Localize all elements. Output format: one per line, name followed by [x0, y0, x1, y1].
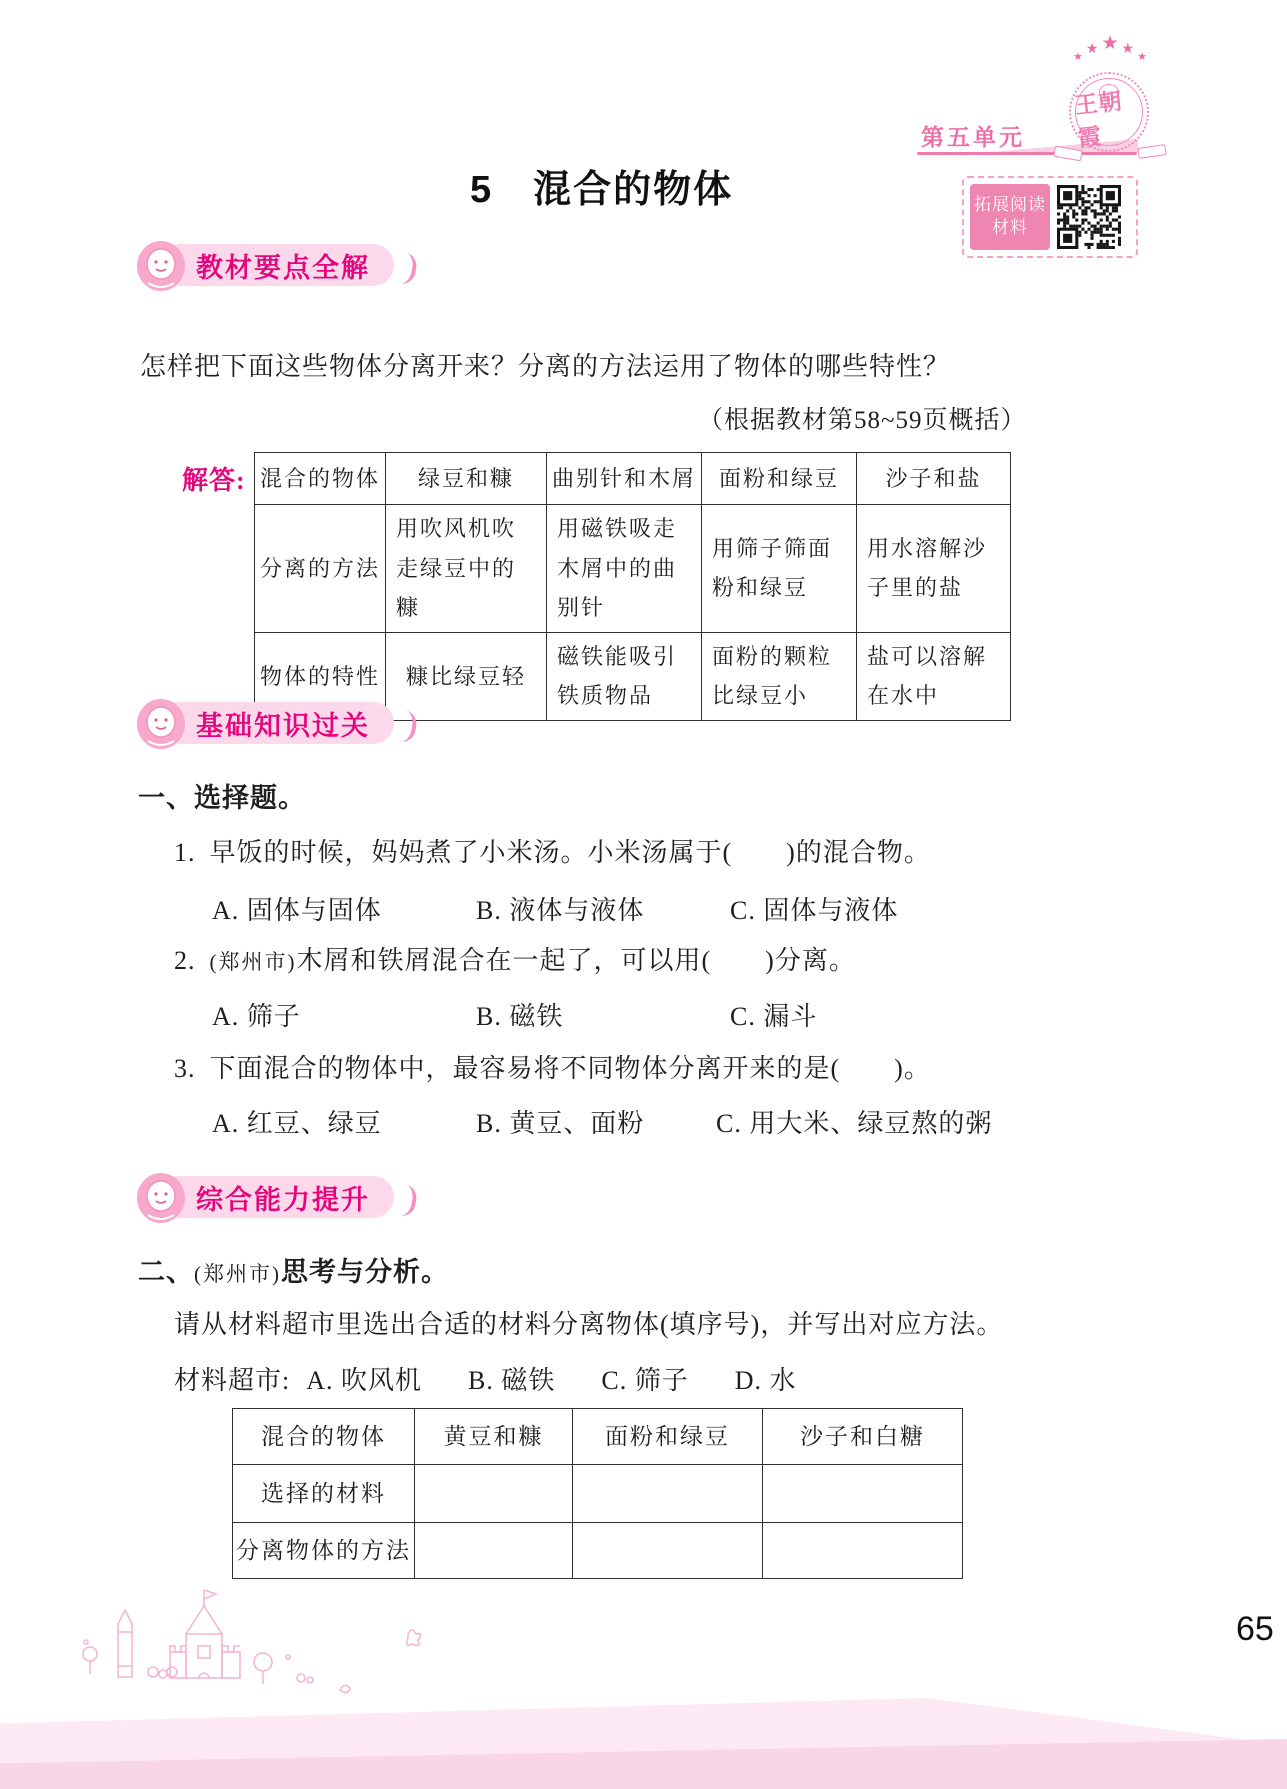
part2-title: 思考与分析。 — [281, 1257, 449, 1287]
qr-label-line2: 材料 — [992, 218, 1028, 237]
source-note: （根据教材第58~59页概括） — [698, 407, 1027, 434]
unit-label: 第五单元 — [921, 124, 1025, 150]
option-b: B. 磁铁 — [476, 1002, 564, 1031]
question-3 — [174, 1048, 931, 1085]
section-title: 综合能力提升 — [196, 1184, 370, 1215]
section-title: 基础知识过关 — [196, 710, 370, 741]
table-cell: 面粉和绿豆 — [702, 453, 857, 505]
table-cell: 用水溶解沙子里的盐 — [857, 505, 1011, 633]
table-cell: 分离的方法 — [255, 505, 386, 633]
qr-block — [962, 176, 1138, 258]
table-cell: 沙子和白糖 — [763, 1409, 963, 1465]
question-source-tag: (郑州市) — [209, 950, 297, 974]
material-item: B. 磁铁 — [468, 1366, 556, 1395]
part2-heading — [138, 1250, 449, 1289]
answer-label: 解答: — [182, 466, 246, 495]
banner-tail-decoration — [397, 252, 418, 286]
material-item: C. 筛子 — [601, 1366, 689, 1395]
section-header-basic-knowledge — [136, 696, 416, 750]
part2-instruction: 请从材料超市里选出合适的材料分离物体(填序号)，并写出对应方法。 — [174, 1310, 1004, 1339]
table-row — [233, 1409, 963, 1465]
stamp-name: 王朝霞 — [1073, 88, 1124, 152]
blank-answer-cell — [763, 1523, 963, 1579]
publisher-stamp — [1056, 33, 1164, 170]
question-text: 木屑和铁屑混合在一起了，可以用( )分离。 — [296, 946, 856, 975]
table-cell: 黄豆和糠 — [415, 1409, 573, 1465]
banner-tail-decoration — [397, 710, 418, 744]
page-title: 5 混合的物体 — [470, 169, 734, 211]
section-header-textbook-points — [136, 238, 416, 292]
stamp-circle — [1069, 72, 1149, 152]
question-2 — [174, 940, 856, 977]
section-banner — [158, 702, 394, 744]
table-cell: 物体的特性 — [255, 632, 386, 720]
part2-source-tag: (郑州市) — [194, 1262, 281, 1286]
blank-answer-cell — [573, 1523, 763, 1579]
section-banner — [158, 1176, 394, 1218]
intro-question: 怎样把下面这些物体分离开来？分离的方法运用了物体的哪些特性？ — [140, 352, 951, 381]
mascot-icon — [136, 696, 186, 750]
option-a: A. 固体与固体 — [212, 896, 382, 925]
question-text: 下面混合的物体中，最容易将不同物体分离开来的是( )。 — [209, 1054, 931, 1083]
table-cell: 用磁铁吸走木屑中的曲别针 — [547, 505, 702, 633]
table-cell: 混合的物体 — [233, 1409, 415, 1465]
table-cell: 糠比绿豆轻 — [386, 632, 547, 720]
blank-answer-cell — [763, 1465, 963, 1523]
question-number: 3. — [174, 1054, 196, 1083]
mascot-icon — [136, 1170, 186, 1224]
qr-label-line1: 拓展阅读 — [974, 195, 1046, 215]
table-cell: 用筛子筛面粉和绿豆 — [702, 505, 857, 633]
table-cell: 沙子和盐 — [857, 453, 1011, 505]
table-cell: 用吹风机吹走绿豆中的糠 — [386, 505, 547, 633]
table-row — [255, 453, 1011, 505]
table-cell: 面粉的颗粒比绿豆小 — [702, 632, 857, 720]
table-cell: 选择的材料 — [233, 1465, 415, 1523]
blank-answer-cell — [415, 1465, 573, 1523]
table-cell: 绿豆和糠 — [386, 453, 547, 505]
stamp-inner-ring — [1073, 78, 1143, 152]
question-text: 早饭的时候，妈妈煮了小米汤。小米汤属于( )的混合物。 — [209, 838, 931, 867]
materials-list — [174, 1360, 796, 1397]
question-number: 2. — [174, 946, 196, 975]
table-cell: 磁铁能吸引铁质物品 — [547, 632, 702, 720]
section-header-ability-improvement — [136, 1170, 416, 1224]
table-cell: 混合的物体 — [255, 453, 386, 505]
quiz-heading: 一、选择题。 — [138, 783, 306, 813]
option-a: A. 筛子 — [212, 1002, 301, 1031]
part2-number: 二、 — [138, 1257, 194, 1287]
option-c: C. 用大米、绿豆熬的粥 — [716, 1109, 993, 1138]
materials-label: 材料超市: — [174, 1366, 291, 1395]
answer-table — [254, 452, 1011, 721]
table-cell: 曲别针和木屑 — [547, 453, 702, 505]
table-cell: 面粉和绿豆 — [573, 1409, 763, 1465]
option-c: C. 固体与液体 — [730, 896, 899, 925]
section-title: 教材要点全解 — [196, 252, 370, 283]
table-row — [255, 505, 1011, 633]
material-item: A. 吹风机 — [306, 1366, 423, 1395]
banner-tail-decoration — [397, 1184, 418, 1218]
question-1 — [174, 832, 931, 869]
option-b: B. 黄豆、面粉 — [476, 1109, 645, 1138]
option-b: B. 液体与液体 — [476, 896, 645, 925]
qr-code — [1057, 185, 1121, 249]
material-item: D. 水 — [734, 1366, 797, 1395]
stamp-stars-icon: ★ ★ ★ ★ ★ — [1073, 33, 1147, 63]
option-c: C. 漏斗 — [730, 1002, 818, 1031]
table-cell: 盐可以溶解在水中 — [857, 632, 1011, 720]
blank-answer-cell — [573, 1465, 763, 1523]
footer-doodles-icon — [58, 1562, 478, 1737]
section-banner — [158, 244, 394, 286]
qr-label — [970, 184, 1050, 250]
stamp-ribbon-right — [1137, 144, 1166, 159]
exercise-table — [232, 1408, 963, 1579]
table-cell: 分离物体的方法 — [233, 1523, 415, 1579]
table-row — [233, 1465, 963, 1523]
option-a: A. 红豆、绿豆 — [212, 1109, 382, 1138]
page-number: 65 — [1236, 1610, 1274, 1648]
question-number: 1. — [174, 838, 196, 867]
mascot-icon — [136, 238, 186, 292]
